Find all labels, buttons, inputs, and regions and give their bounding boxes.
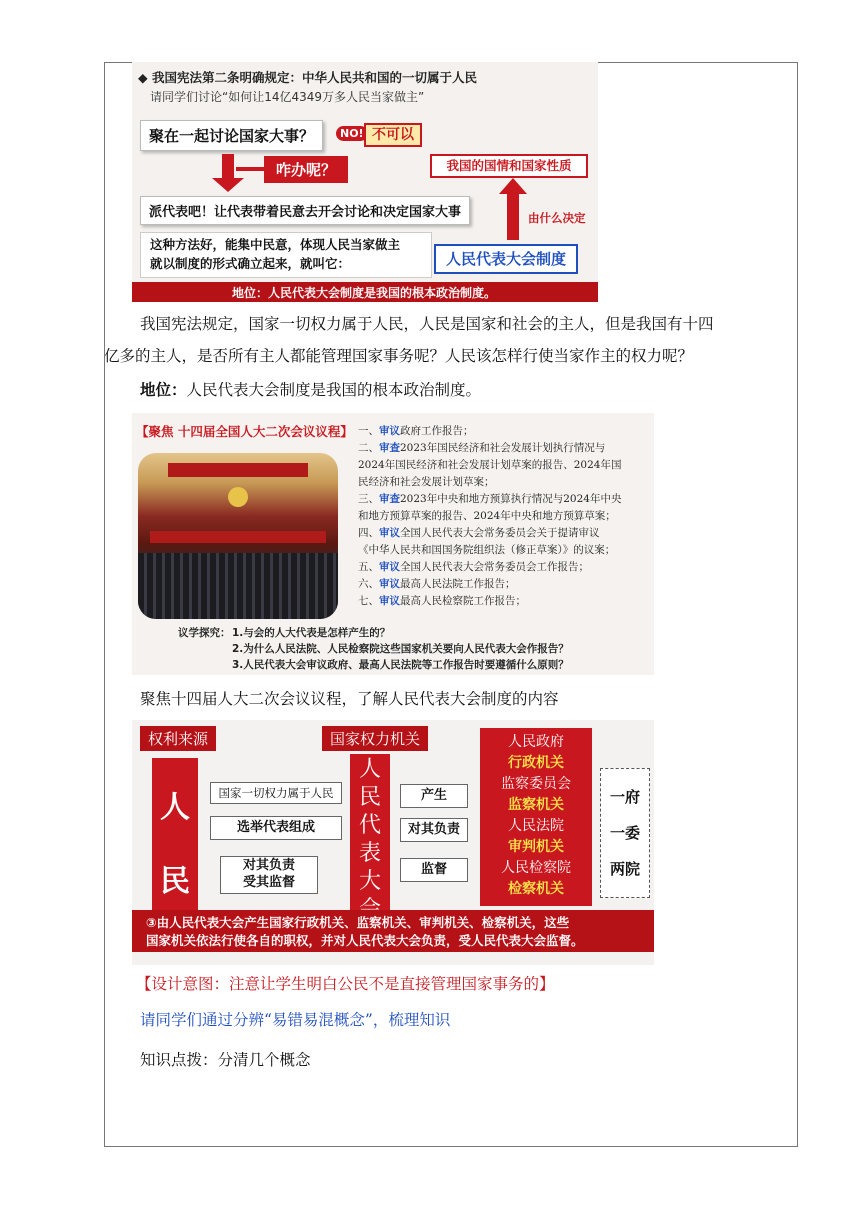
- para1-line1: 我国宪法规定，国家一切权力属于人民，人民是国家和社会的主人，但是我国有十四: [140, 315, 714, 333]
- agenda-num: 六、: [358, 578, 379, 590]
- down-arrowhead-icon: [212, 178, 244, 192]
- agenda-verb: 审议: [379, 425, 400, 437]
- people-char-2: 民: [160, 864, 190, 899]
- decided-by-label: 由什么决定: [528, 211, 586, 225]
- design-intent: 【设计意图：注意让学生明白公民不是直接管理国家事务的】: [136, 975, 555, 993]
- people-char-1: 人: [160, 790, 190, 825]
- agenda-text: 民经济和社会发展计划草案；: [358, 476, 495, 488]
- deputies-box: 派代表吧！让代表带着民意去开会讨论和决定国家大事: [140, 196, 470, 225]
- people-column: [152, 758, 198, 916]
- arrow-supervised: 受其监督: [242, 875, 295, 890]
- congress-column: [350, 754, 390, 932]
- agenda-text: 最高人民法院工作报告；: [400, 578, 516, 590]
- q1-box: 聚在一起讨论国家大事？: [140, 120, 323, 151]
- agenda-text: 全国人民代表大会常务委员会关于提请审议: [400, 527, 600, 539]
- agenda-list: [358, 423, 654, 610]
- agenda-text: 和地方预算草案的报告、2024年中央和地方预算草案；: [358, 510, 616, 522]
- instruction-line: 请同学们通过分辨“易错易混概念”，梳理知识: [140, 1011, 451, 1029]
- agenda-item: [358, 593, 654, 610]
- organ-administrative: 行政机关: [508, 755, 564, 771]
- slide1-discuss: 请同学们讨论“如何让14亿4349万多人民当家做主”: [150, 90, 425, 104]
- agenda-slide: [132, 413, 654, 675]
- arrow-responsible-supervise: [220, 856, 318, 894]
- question-3: 3.人民代表大会审议政府、最高人民法院等工作报告时要遵循什么原则？: [232, 659, 569, 671]
- arrow-produce: 产生: [400, 784, 468, 808]
- organ-judicial: 审判机关: [508, 839, 564, 855]
- side-commission: 一委: [609, 824, 640, 842]
- state-organs-slide: [132, 720, 654, 965]
- agenda-num: 三、: [358, 493, 379, 505]
- arrow-responsible: 对其负责: [242, 858, 295, 873]
- agenda-verb: 审查: [379, 493, 400, 505]
- agenda-item: [358, 525, 654, 542]
- arrow-supervise: 监督: [400, 858, 468, 882]
- agenda-item: [358, 542, 654, 559]
- agenda-item: [358, 508, 654, 525]
- agenda-item: [358, 457, 654, 474]
- agenda-title: 【聚焦 十四届全国人大二次会议议程】: [136, 424, 353, 439]
- photo-audience: [138, 553, 338, 619]
- agenda-item: [358, 491, 654, 508]
- up-arrowhead-icon: [499, 178, 527, 194]
- agenda-num: 二、: [358, 442, 379, 454]
- status-label: 地位：: [140, 380, 187, 399]
- organ-procuratorial: 检察机关: [508, 881, 564, 897]
- no-badge: NO!: [336, 126, 368, 141]
- agenda-item: [358, 559, 654, 576]
- agenda-item: [358, 576, 654, 593]
- question-1: 1.与会的人大代表是怎样产生的？: [232, 627, 391, 639]
- agenda-text: 政府工作报告；: [400, 425, 474, 437]
- agenda-text: 2024年国民经济和社会发展计划草案的报告、2024年国: [358, 459, 622, 471]
- slide1-heading: ◆ 我国宪法第二条明确规定：中华人民共和国的一切属于人民: [138, 70, 477, 85]
- question-2: 2.为什么人民法院、人民检察院这些国家机关要向人民代表大会作报告？: [232, 643, 569, 655]
- arrow-elect: 选举代表组成: [210, 816, 342, 840]
- side-summary: [600, 768, 650, 898]
- slide3-footer: [146, 914, 584, 950]
- national-condition-box: 我国的国情和国家性质: [430, 154, 588, 178]
- method-line2: 就以制度的形式确立起来，就叫它：: [150, 256, 351, 271]
- agenda-num: 四、: [358, 527, 379, 539]
- arrow-answerable: 对其负责: [400, 818, 468, 842]
- agenda-num: 一、: [358, 425, 379, 437]
- up-arrow-icon: [507, 194, 519, 240]
- connector-line: [236, 167, 264, 171]
- agenda-verb: 审议: [379, 578, 400, 590]
- congress-char-1: 人: [358, 757, 381, 782]
- caption-agenda: 聚焦十四届人大二次会议议程，了解人民代表大会制度的内容: [140, 690, 559, 708]
- agenda-text: 2023年中央和地方预算执行情况与2024年中央: [400, 493, 622, 505]
- agenda-verb: 审议: [379, 561, 400, 573]
- agenda-item: [358, 423, 654, 440]
- agenda-item: [358, 474, 654, 491]
- organ-court: 人民法院: [508, 818, 564, 834]
- constitution-slide: [132, 62, 598, 302]
- agenda-num: 五、: [358, 561, 379, 573]
- organ-government: 人民政府: [508, 734, 564, 750]
- agenda-verb: 审议: [379, 527, 400, 539]
- agenda-item: [358, 440, 654, 457]
- status-text: 人民代表大会制度是我国的根本政治制度。: [186, 381, 482, 399]
- no-text: 不可以: [364, 123, 422, 147]
- emblem-icon: [228, 487, 248, 507]
- organs-box: [480, 728, 592, 906]
- congress-char-5: 大: [358, 869, 381, 894]
- photo-stage: [150, 531, 326, 543]
- agenda-text: 《中华人民共和国国务院组织法（修正草案）》的议案；: [358, 544, 616, 556]
- agenda-verb: 审议: [379, 595, 400, 607]
- arrow-all-power: 国家一切权力属于人民: [210, 782, 342, 804]
- slide3-footer-line1: ③由人民代表大会产生国家行政机关、监察机关、审判机关、检察机关，这些: [146, 915, 570, 930]
- agenda-verb: 审查: [379, 442, 400, 454]
- agenda-text: 最高人民检察院工作报告；: [400, 595, 526, 607]
- side-two-courts: 两院: [609, 860, 640, 878]
- congress-char-3: 代: [358, 813, 381, 838]
- organ-procuratorate: 人民检察院: [501, 860, 571, 876]
- organ-label: 国家权力机关: [322, 726, 428, 751]
- what-to-do-box: 咋办呢？: [264, 156, 348, 183]
- agenda-text: 全国人民代表大会常务委员会工作报告；: [400, 561, 589, 573]
- slide1-footer: 地位：人民代表大会制度是我国的根本政治制度。: [232, 286, 497, 300]
- organ-supervisory: 监察机关: [508, 797, 564, 813]
- congress-char-4: 表: [358, 841, 381, 866]
- inquiry-questions: [232, 625, 569, 673]
- para1-line2: 亿多的主人，是否所有主人都能管理国家事务呢？人民该怎样行使当家作主的权力呢？: [104, 347, 694, 365]
- side-gov: 一府: [609, 788, 640, 806]
- photo-banner: [168, 463, 308, 477]
- slide3-footer-line2: 国家机关依法行使各自的职权，并对人民代表大会负责，受人民代表大会监督。: [146, 933, 584, 948]
- agenda-num: 七、: [358, 595, 379, 607]
- method-line1: 这种方法好，能集中民意，体现人民当家做主: [150, 237, 401, 252]
- inquiry-label: 议学探究：: [178, 627, 231, 639]
- organ-supervisory-commission: 监察委员会: [501, 776, 571, 792]
- congress-char-2: 民: [358, 785, 381, 810]
- down-arrow-icon: [222, 154, 234, 180]
- knowledge-tip: 知识点拨：分清几个概念: [140, 1051, 311, 1069]
- system-box: 人民代表大会制度: [434, 244, 578, 274]
- status-line: [140, 378, 481, 402]
- agenda-text: 2023年国民经济和社会发展计划执行情况与: [400, 442, 606, 454]
- source-label: 权利来源: [140, 726, 216, 751]
- meeting-photo: [138, 453, 338, 619]
